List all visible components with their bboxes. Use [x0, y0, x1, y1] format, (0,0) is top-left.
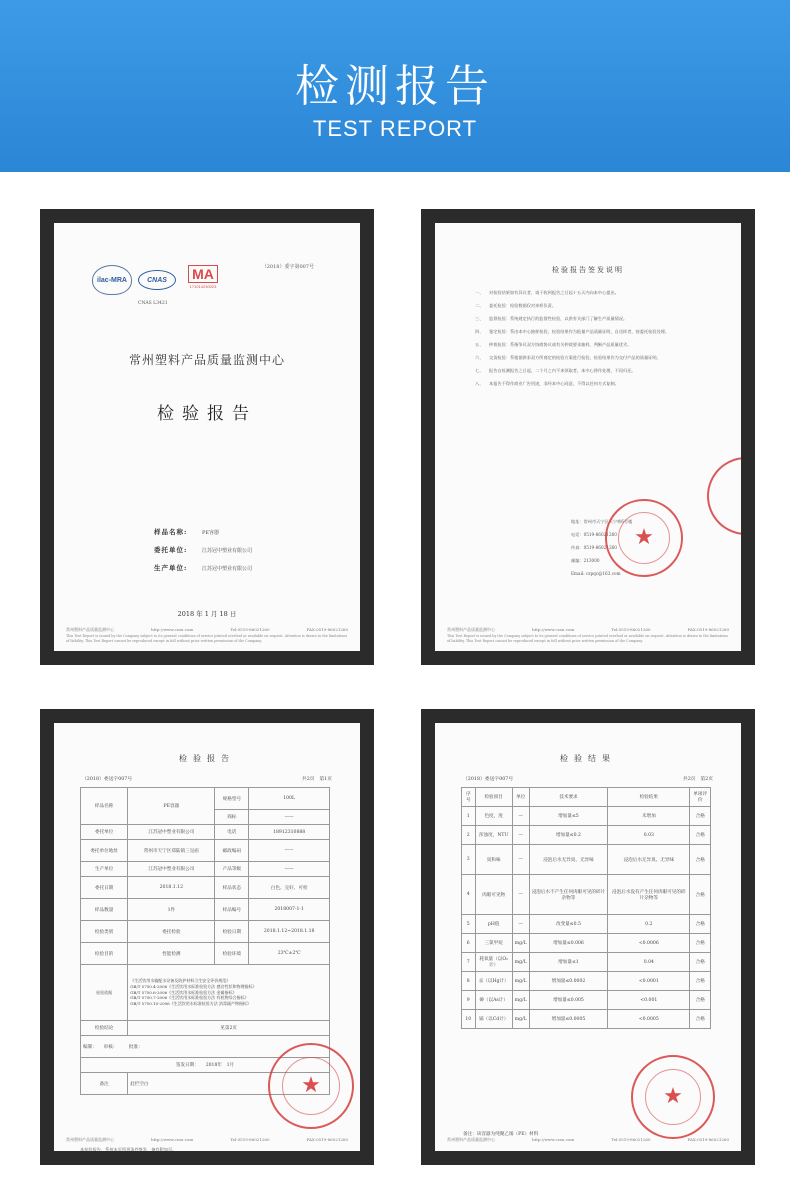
list-item: 四、 鉴定检验：系由本中心抽样检验，检验结果作为批量产品质量证明，自送样者，按委托检验处理。 [475, 329, 670, 334]
table-row: 5 pH值 — 改变量≤0.5 0.2 合格 [462, 915, 711, 934]
table-row: 检验类别 委托检验 检验日期 2018.1.12~2018.1.18 [81, 921, 330, 943]
page-footer: 常州塑料产品质量监测中心 http://www.czsu.com Tel:0519-86021260 FAX:0519-86021260 This Test Report is issued by the Company subject to its general conditions of service printed overleaf or available on request. Attention is drawn to the limitations of liability. This Test Report cannot be reproduced except in full without prior written permission of the Company. [447, 627, 729, 643]
table-row: 4 肉眼可见物 — 浸泡后水不产生任何肉眼可见的碎片杂物等 浸泡后水没有产生任何肉眼可见的碎片杂物等 合格 [462, 875, 711, 915]
table-row: 9 砷（以As计） mg/L 增加量≤0.005 <0.001 合格 [462, 991, 711, 1010]
table-row: 1 色度，度 — 增加量≤5 未增加 合格 [462, 807, 711, 826]
report-title: 检验报告 [157, 404, 257, 424]
table-row: 编制： 审核： 批准： [81, 1036, 330, 1058]
table-row: 备注 此栏空白 [81, 1073, 330, 1095]
results-meta: （2018）委送字007号 共2页 第2页 [463, 777, 713, 782]
center-name: 常州塑料产品质量监测中心 [128, 353, 285, 367]
report-date: 2018 年 1 月 18 日 [177, 610, 237, 618]
page-footer: 常州塑料产品质量监测中心 http://www.czsu.com Tel:0519-86021260 FAX:0519-86021260 [66, 1137, 348, 1142]
cnas-logo-icon: CNAS [136, 265, 178, 295]
report-page1-card[interactable] [40, 709, 374, 1165]
list-item: 三、 监督检验：系统规定执行的监督性检验，以供有关部门了解生产质量情况。 [475, 316, 628, 321]
report-results-page [435, 723, 741, 1151]
table-row: 签发日期： 2018年 1月 [81, 1058, 330, 1073]
table-row: 7 耗氧量（以O₂计） mg/L 增加量≤1 0.04 合格 [462, 953, 711, 972]
table-row: 8 汞（以Hg计） mg/L 增加量≤0.0002 <0.0001 合格 [462, 972, 711, 991]
report-page1 [54, 723, 360, 1151]
table-row: 10 镉（以Cd计） mg/L 增加量≤0.0005 <0.0005 合格 [462, 1010, 711, 1029]
seal-edge-icon [707, 457, 741, 535]
page1-title: 检验报告 [179, 754, 235, 763]
official-seal-icon: ★ [631, 1055, 715, 1139]
banner-title: 检测报告 [295, 61, 495, 112]
table-row: 委托日期 2018.1.12 样品状态 白色、完好、可检 [81, 877, 330, 899]
table-header-row: 序号 检验项目 单位 技术要求 检验结果 单项评价 [462, 788, 711, 807]
official-seal-icon: ★ [268, 1043, 354, 1129]
cnas-number: CNAS L3421 [138, 301, 168, 306]
table-row: 2 浑浊度，NTU — 增加量≤0.2 0.03 合格 [462, 826, 711, 845]
banner-subtitle: TEST REPORT [312, 116, 478, 141]
list-item: 八、 本报告不得作商业广告用途，非经本中心同意，不得以任何方式复制。 [475, 381, 619, 386]
list-item: 七、 报告自检测报告之日起，二个月之内不来领取者，本中心将作处理，不再归还。 [475, 368, 636, 373]
table-row: 样品数量 1件 样品编号 2018007-1-1 [81, 899, 330, 921]
header-banner [0, 0, 790, 172]
page-footer: 常州塑料产品质量监测中心 http://www.czsu.com Tel:0519-86021260 FAX:0519-86021260 [447, 1137, 729, 1142]
report-code: （2018）委字第007号 [261, 264, 314, 270]
table-row: 检验目的 性能检测 检验环境 23℃±2℃ [81, 943, 330, 965]
table-row: 6 三氯甲烷 mg/L 增加量≤0.006 <0.0006 合格 [462, 934, 711, 953]
table-row: 3 臭和味 — 浸泡后水无异臭、无异味 浸泡后水无异臭、无异味 合格 [462, 845, 711, 875]
instructions-title: 检验报告签发说明 [552, 266, 624, 274]
list-item: 五、 仲裁检验：系指争议双方协商协议或有关仲裁要求抽样，判断产品质量优劣。 [475, 342, 632, 347]
sample-fields [154, 527, 252, 581]
page-footer: 常州塑料产品质量监测中心 http://www.czsu.com Tel:0519-86021260 FAX:0519-86021260 This Test Report is issued by the Company subject to its general conditions of service printed overleaf or available on request. Attention is drawn to the limitations of liability. This Test Report cannot be reproduced except in full without prior written permission of the Company. [66, 627, 348, 643]
accreditation-logos [92, 265, 224, 295]
results-title: 检验结果 [560, 754, 616, 763]
client-field: 委托单位: 江苏冠中塑业有限公司 [154, 546, 253, 554]
report-instructions-page [435, 223, 741, 651]
report-results-card[interactable] [421, 709, 755, 1165]
page1-meta: （2018）委送字007号 共2页 第1页 [82, 777, 332, 782]
official-seal-icon: ★ [605, 499, 683, 577]
table-row: 检验依据 《生活饮用水输配水设备及防护材料卫生安全评价规范》 GB/T 5750.4-2006《生活饮用水标准检验方法 感官性状和物理指标》 GB/T 5750.6-2006《生活饮用水标准检验方法 金属指标》 GB/T 5750.7-2006《生活饮用水标准检验方法 有机物综合指标》 GB/T 5750.10-2006《生活饮用水标准检验方法 消毒副产物指标》 [81, 965, 330, 1021]
table-row: 委托单位 江苏冠中塑业有限公司 电话 18912310888 [81, 825, 330, 840]
instructions-list [475, 289, 715, 393]
sample-name-field: 样品名称: PE容器 [154, 528, 220, 536]
report-cover-card[interactable] [40, 209, 374, 665]
table-row: 委托单位地址 常州市天宁区郑陆镇三皇庙 邮政编码 —— [81, 840, 330, 862]
table-row: 商标 —— [81, 810, 330, 825]
table-row: 样品名称 PE容器 规格型号 100L [81, 788, 330, 810]
results-note: 备注：该容器为纯聚乙烯（PE）材料 [463, 1132, 539, 1137]
report-cover-page [54, 223, 360, 651]
results-table [461, 787, 711, 1029]
table-row: 检验结论 见第2页 [81, 1021, 330, 1036]
table-row: 生产单位 江苏冠中塑业有限公司 产品等级 —— [81, 862, 330, 877]
list-item: 六、 交货检验：系根据供求双方所商定的检验方案进行检验，检验结果作为交付产品的质量证明。 [475, 355, 661, 360]
report-instructions-card[interactable] [421, 209, 755, 665]
list-item: 一、 对检验结果如有异议者，请于收到报告之日起十五天内向本中心提出。 [475, 290, 619, 295]
manufacturer-field: 生产单位: 江苏冠中塑业有限公司 [154, 564, 253, 572]
page1-footnote: 本检验报告，系按末页所列条件签发，备有附加页。 [80, 1147, 177, 1151]
ilac-mra-logo-icon: ilac-MRA [92, 265, 132, 295]
list-item: 二、 委托检验：检验数据仅对来样负责。 [475, 303, 557, 308]
cma-logo-icon: MA 171014230023 [189, 266, 217, 289]
contact-info: 地址：常州市天宁区天宁桥6号楼 电话：0519-86021260 传真：0519-86021260 邮编：213000 Email: czpqc@163.com [571, 519, 633, 576]
